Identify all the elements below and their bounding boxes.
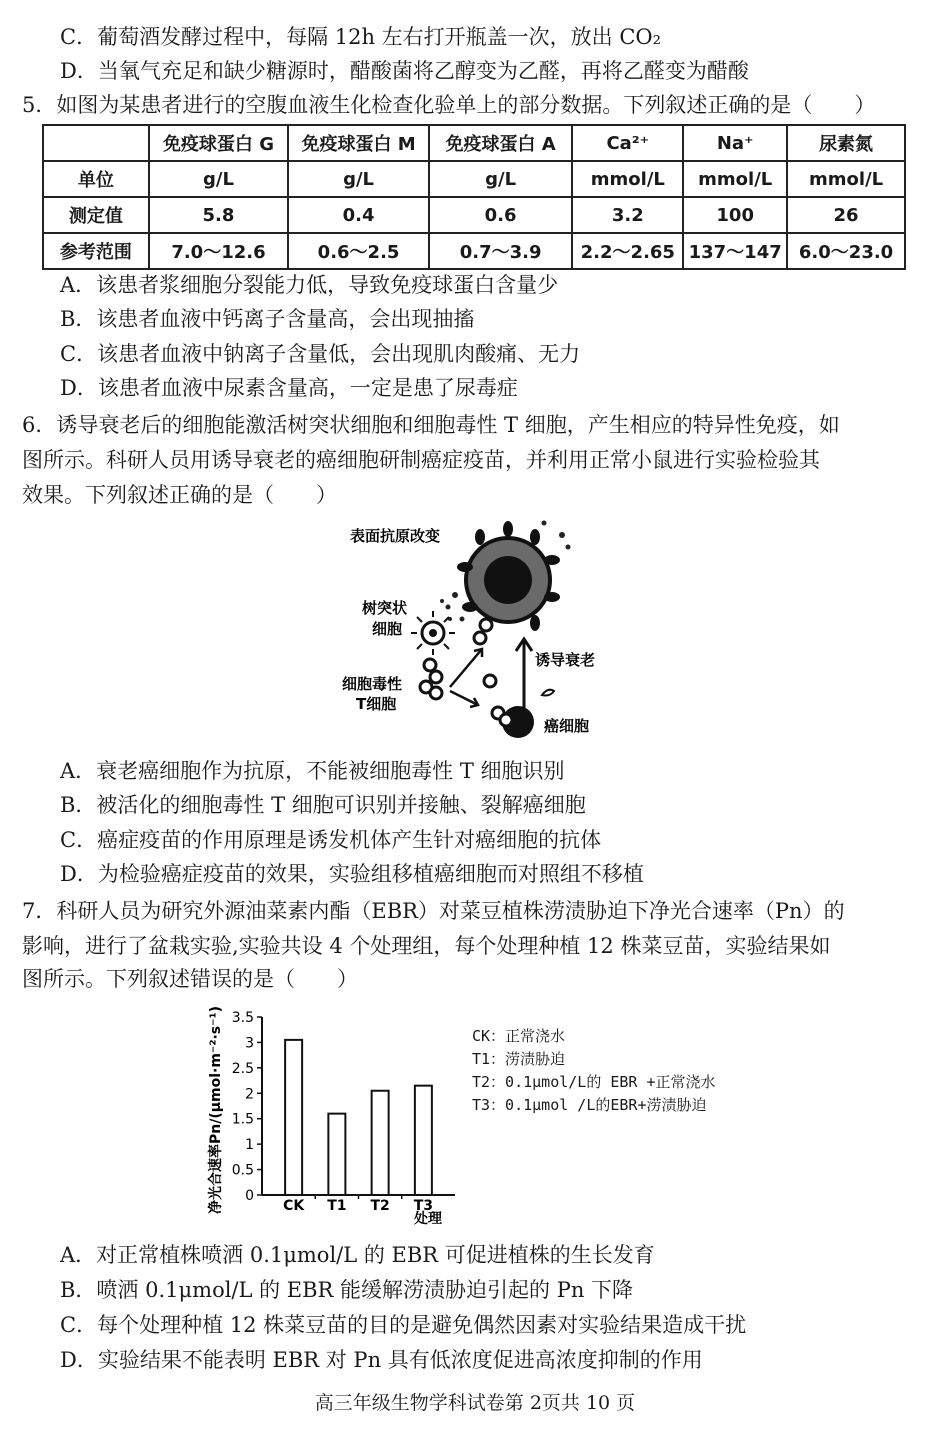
table-header-cell: Ca²⁺ — [572, 125, 683, 161]
table-header-cell: 免疫球蛋白 G — [149, 125, 289, 161]
q6-option-b: B．被活化的细胞毒性 T 细胞可识别并接触、裂解癌细胞 — [60, 793, 586, 817]
chart-bar — [328, 1114, 345, 1195]
table-cell: mmol/L — [683, 161, 787, 197]
table-cell: 0.4 — [288, 197, 429, 233]
label-cytotoxic-2: T细胞 — [356, 695, 397, 713]
table-row — [43, 197, 905, 233]
label-induce-senescence: 诱导衰老 — [535, 651, 596, 669]
q7-stem-line3: 图所示。下列叙述错误的是（ ） — [22, 967, 358, 991]
legend-item-ck: CK：正常浇水 — [472, 1027, 566, 1045]
table-cell: 单位 — [43, 161, 149, 197]
legend-item-t2: T2：0.1μmol/L的 EBR +正常浇水 — [472, 1073, 716, 1091]
chart-y-tick-label: 1.5 — [231, 1111, 254, 1128]
table-cell: 测定值 — [43, 197, 149, 233]
table-header-cell — [43, 125, 149, 161]
pn-bar-chart — [200, 1005, 470, 1230]
q6-option-d: D．为检验癌症疫苗的效果，实验组移植癌细胞而对照组不移植 — [60, 862, 644, 886]
table-cell: g/L — [149, 161, 289, 197]
table-cell: 3.2 — [572, 197, 683, 233]
chart-bar — [285, 1040, 302, 1195]
q7-stem-line2: 影响，进行了盆栽实验,实验共设 4 个处理组，每个处理种植 12 株菜豆苗，实验结果如 — [22, 934, 831, 958]
table-cell: mmol/L — [572, 161, 683, 197]
chart-y-tick-label: 0 — [245, 1188, 254, 1204]
q5-option-c: C．该患者血液中钠离子含量低，会出现肌肉酸痛、无力 — [60, 342, 581, 366]
induce-arrow-icon — [516, 639, 532, 715]
chart-x-tick-label: T3 — [413, 1198, 434, 1214]
label-dendritic-2: 细胞 — [372, 620, 403, 638]
table-cell: mmol/L — [787, 161, 905, 197]
chart-bar — [372, 1091, 389, 1195]
label-cytotoxic-1: 细胞毒性 — [342, 675, 403, 693]
table-cell: 137～147 — [683, 233, 787, 269]
q4-option-c: C．葡萄酒发酵过程中，每隔 12h 左右打开瓶盖一次，放出 CO₂ — [60, 25, 662, 49]
legend-item-t1: T1：涝渍胁迫 — [472, 1050, 566, 1068]
q6-stem-line2: 图所示。科研人员用诱导衰老的癌细胞研制癌症疫苗，并利用正常小鼠进行实验检验其 — [22, 448, 820, 472]
chart-y-tick-label: 0.5 — [231, 1162, 254, 1179]
chart-y-tick-label: 1 — [245, 1137, 254, 1154]
table-header-cell: 免疫球蛋白 A — [429, 125, 573, 161]
q7-option-a: A．对正常植株喷洒 0.1μmol/L 的 EBR 可促进植株的生长发育 — [60, 1243, 655, 1267]
page-footer: 高三年级生物学科试卷第 2页共 10 页 — [314, 1392, 636, 1414]
chart-y-tick-label: 3.5 — [231, 1010, 254, 1026]
chart-x-axis-label: 处理 — [414, 1211, 442, 1227]
table-cell: 26 — [787, 197, 905, 233]
label-cancer-cell: 癌细胞 — [544, 717, 590, 735]
lab-results-table — [42, 124, 906, 270]
table-row — [43, 161, 905, 197]
q6-stem-line3: 效果。下列叙述正确的是（ ） — [22, 483, 337, 507]
q7-option-d: D．实验结果不能表明 EBR 对 Pn 具有低浓度促进高浓度抑制的作用 — [60, 1348, 703, 1372]
q6-stem-line1: 6．诱导衰老后的细胞能激活树突状细胞和细胞毒性 T 细胞，产生相应的特异性免疫，如 — [22, 413, 840, 437]
q7-option-b: B．喷洒 0.1μmol/L 的 EBR 能缓解涝渍胁迫引起的 Pn 下降 — [60, 1278, 634, 1302]
table-cell: 6.0～23.0 — [787, 233, 905, 269]
table-row — [43, 233, 905, 269]
activation-arrows — [450, 649, 482, 707]
dendritic-cell-icon — [411, 611, 455, 655]
table-cell: 0.7～3.9 — [429, 233, 573, 269]
q4-option-d: D．当氧气充足和缺少糖源时，醋酸菌将乙醇变为乙醛，再将乙醛变为醋酸 — [60, 59, 749, 83]
table-cell: 0.6～2.5 — [288, 233, 429, 269]
table-header-cell: 免疫球蛋白 M — [288, 125, 429, 161]
table-cell: 2.2～2.65 — [572, 233, 683, 269]
q6-option-a: A．衰老癌细胞作为抗原，不能被细胞毒性 T 细胞识别 — [60, 759, 565, 783]
senescent-cell-icon — [440, 521, 571, 632]
chart-x-tick-label: T2 — [370, 1198, 390, 1214]
table-cell: 100 — [683, 197, 787, 233]
label-antigen-change: 表面抗原改变 — [350, 527, 441, 545]
chart-legend — [472, 1025, 716, 1117]
table-cell: 5.8 — [149, 197, 289, 233]
q5-stem: 5．如图为某患者进行的空腹血液生化检查化验单上的部分数据。下列叙述正确的是（ ） — [22, 93, 876, 117]
chart-y-tick-label: 2.5 — [231, 1060, 254, 1077]
legend-item-t3: T3：0.1μmol /L的EBR+涝渍胁迫 — [472, 1096, 707, 1114]
immune-diagram — [330, 515, 620, 745]
chart-y-axis-label: 净光合速率Pn/(μmol·m⁻²·s⁻¹) — [208, 1005, 224, 1215]
table-header-cell: 尿素氮 — [787, 125, 905, 161]
q7-stem-line1: 7．科研人员为研究外源油菜素内酯（EBR）对菜豆植株涝渍胁迫下净光合速率（Pn）的 — [22, 899, 845, 923]
chart-bars — [285, 1040, 432, 1195]
q7-option-c: C．每个处理种植 12 株菜豆苗的目的是避免偶然因素对实验结果造成干扰 — [60, 1313, 747, 1337]
q5-option-b: B．该患者血液中钙离子含量高，会出现抽搐 — [60, 307, 475, 331]
q5-option-d: D．该患者血液中尿素含量高，一定是患了尿毒症 — [60, 376, 518, 400]
table-header-row — [43, 125, 905, 161]
chart-bar — [415, 1086, 432, 1195]
table-header-cell: Na⁺ — [683, 125, 787, 161]
table-cell: g/L — [429, 161, 573, 197]
chart-x-tick-label: T1 — [327, 1198, 347, 1214]
table-cell: 参考范围 — [43, 233, 149, 269]
q5-option-a: A．该患者浆细胞分裂能力低，导致免疫球蛋白含量少 — [60, 273, 559, 297]
table-cell: 7.0～12.6 — [149, 233, 289, 269]
q6-option-c: C．癌症疫苗的作用原理是诱发机体产生针对癌细胞的抗体 — [60, 828, 602, 852]
chart-y-tick-label: 2 — [245, 1086, 254, 1103]
label-dendritic-1: 树突状 — [362, 599, 408, 617]
table-cell: 0.6 — [429, 197, 573, 233]
chart-y-tick-label: 3 — [245, 1035, 254, 1052]
table-cell: g/L — [288, 161, 429, 197]
chart-x-tick-label: CK — [283, 1198, 305, 1214]
